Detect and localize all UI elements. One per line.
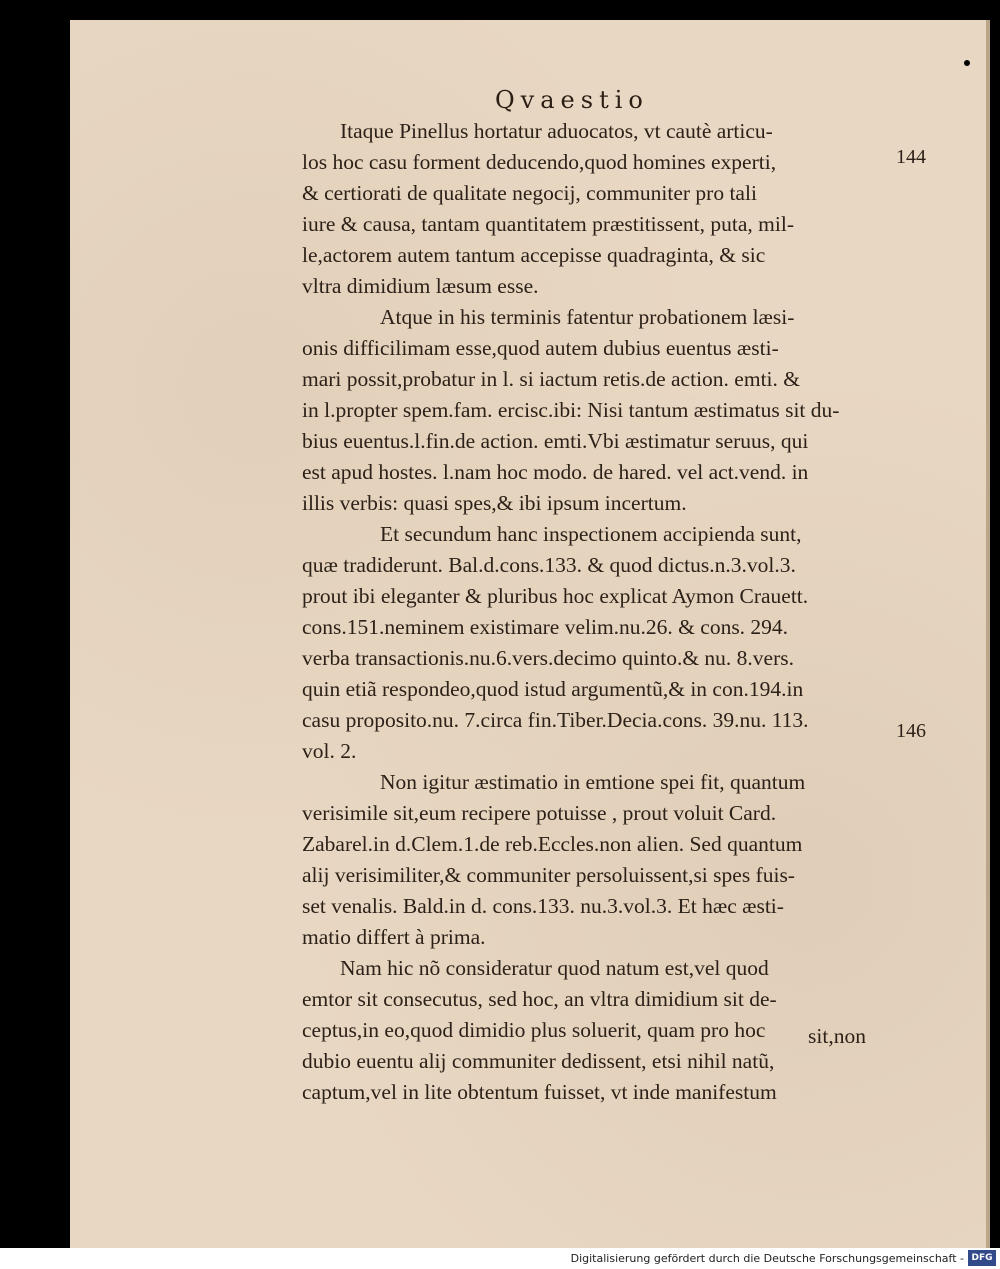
text-line: le,actorem autem tantum accepisse quadraginta, & sic [302, 243, 766, 267]
text-line: Nam hic nõ consideratur quod natum est,vel quod [340, 956, 769, 980]
text-line: verisimile sit,eum recipere potuisse , prout voluit Card. [302, 801, 777, 825]
text-line: dubio euentu alij communiter dedissent, etsi nihil natũ, [302, 1049, 775, 1073]
text-line: Atque in his terminis fatentur probationem læsi- [380, 305, 795, 329]
paragraph [302, 302, 892, 519]
margin-number-146: 146 [896, 720, 926, 742]
text-line: prout ibi eleganter & pluribus hoc explicat Aymon Crauett. [302, 584, 809, 608]
text-line: captum,vel in lite obtentum fuisset, vt inde manifestum [302, 1080, 777, 1104]
text-line: quin etiã respondeo,quod istud argumentũ,& in con.194.in [302, 677, 804, 701]
text-line: Et secundum hanc inspectionem accipienda sunt, [380, 522, 802, 546]
catchword: sit,non [808, 1024, 866, 1048]
footer-credit: Digitalisierung gefördert durch die Deutsche Forschungsgemeinschaft - [570, 1252, 964, 1265]
text-line: ceptus,in eo,quod dimidio plus soluerit, quam pro hoc [302, 1018, 766, 1042]
text-line: illis verbis: quasi spes,& ibi ipsum incertum. [302, 491, 687, 515]
text-line: Itaque Pinellus hortatur aduocatos, vt cautè articu- [340, 119, 773, 143]
text-line: vol. 2. [302, 739, 357, 763]
paragraph [302, 519, 892, 767]
page-body-text [302, 116, 892, 1108]
text-line: matio differt à prima. [302, 925, 486, 949]
text-line: quæ tradiderunt. Bal.d.cons.133. & quod dictus.n.3.vol.3. [302, 553, 796, 577]
text-line: casu proposito.nu. 7.circa fin.Tiber.Decia.cons. 39.nu. 113. [302, 708, 809, 732]
paragraph [302, 767, 892, 953]
text-line: alij verisimiliter,& communiter persoluissent,si spes fuis- [302, 863, 795, 887]
text-line: Non igitur æstimatio in emtione spei fit, quantum [380, 770, 806, 794]
text-line: in l.propter spem.fam. ercisc.ibi: Nisi tantum æstimatus sit du- [302, 398, 840, 422]
paragraph [302, 953, 892, 1108]
page-header: Qvaestio [495, 86, 649, 114]
text-line: vltra dimidium læsum esse. [302, 274, 539, 298]
text-line: bius euentus.l.fin.de action. emti.Vbi æstimatur seruus, qui [302, 429, 809, 453]
text-line: cons.151.neminem existimare velim.nu.26. & cons. 294. [302, 615, 789, 639]
scan-marker-dot [964, 60, 970, 66]
paragraph [302, 116, 892, 302]
text-line: emtor sit consecutus, sed hoc, an vltra dimidium sit de- [302, 987, 777, 1011]
page-right-edge [986, 20, 990, 1248]
text-line: set venalis. Bald.in d. cons.133. nu.3.vol.3. Et hæc æsti- [302, 894, 784, 918]
text-line: los hoc casu forment deducendo,quod homines experti, [302, 150, 777, 174]
text-line: iure & causa, tantam quantitatem præstitissent, puta, mil- [302, 212, 795, 236]
text-line: verba transactionis.nu.6.vers.decimo quinto.& nu. 8.vers. [302, 646, 795, 670]
text-line: onis difficilimam esse,quod autem dubius euentus æsti- [302, 336, 779, 360]
margin-number-144: 144 [896, 146, 926, 168]
dfg-logo: DFG [968, 1250, 996, 1266]
text-line: mari possit,probatur in l. si iactum retis.de action. emti. & [302, 367, 800, 391]
text-line: est apud hostes. l.nam hoc modo. de hared. vel act.vend. in [302, 460, 809, 484]
text-line: & certiorati de qualitate negocij, communiter pro tali [302, 181, 757, 205]
text-line: Zabarel.in d.Clem.1.de reb.Eccles.non alien. Sed quantum [302, 832, 803, 856]
